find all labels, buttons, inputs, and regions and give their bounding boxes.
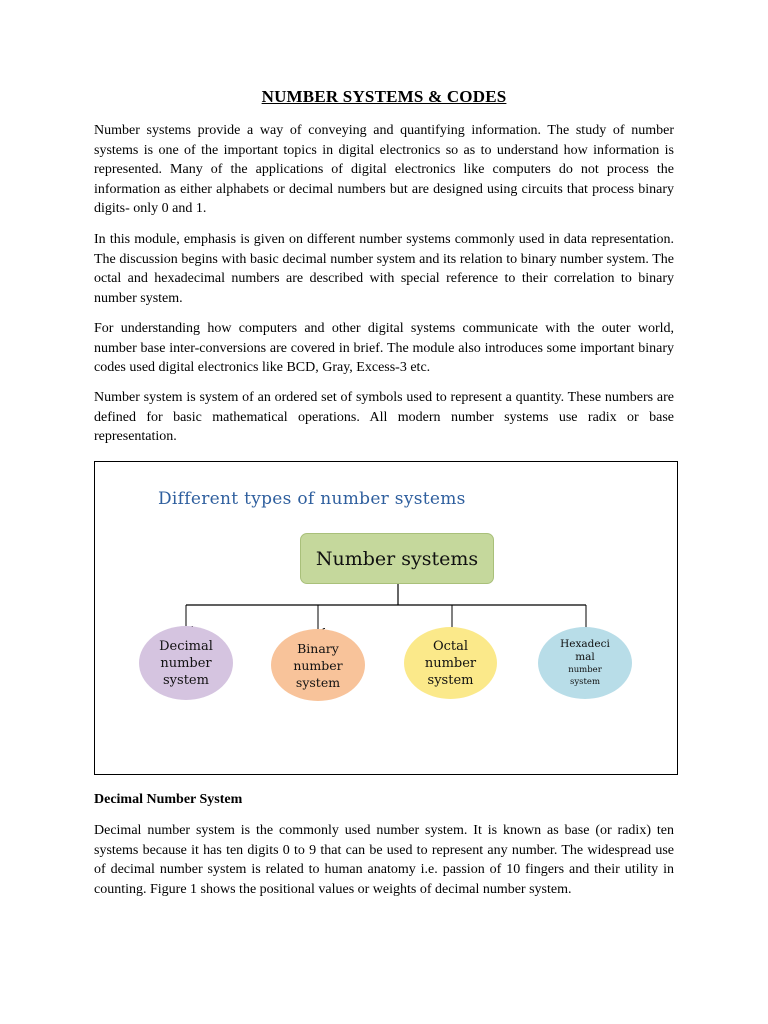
node-label-line: Hexadeci <box>560 638 610 650</box>
section-heading: Decimal Number System <box>94 792 243 807</box>
node-label-line: Octal <box>432 638 469 654</box>
hexadecimal-node <box>538 627 632 699</box>
node-label-line: mal <box>575 651 595 663</box>
decimal-paragraph: Decimal number system is the commonly used number system. It is known as base (or radix) ten systems because it has ten digits 0 to 9 that can be used to represent any number. The widespread use of decimal number system is related to human anatomy i.e. passion of 10 fingers and their utility in counting. Figure 1 shows the positional values or weights of decimal number system. <box>94 823 674 897</box>
node-label-line: system <box>569 677 601 687</box>
node-label-line: Binary <box>297 640 339 656</box>
node-label-line: system <box>163 672 209 688</box>
node-label-line: number <box>160 655 212 671</box>
diagram-title: Different types of number systems <box>158 489 466 509</box>
node-label-line: number <box>424 655 477 671</box>
diagram-connectors <box>95 462 679 776</box>
intro-paragraph-1: Number systems provide a way of conveying and quantifying information. The study of number systems is one of the important topics in digital electronics so as to understand how information is represented. Many of the applications of digital electronics like computers do not process the information as either alphabets or decimal numbers but are designed using circuits that process binary digits- only 0 and 1. <box>94 123 674 216</box>
decimal-node <box>139 626 233 700</box>
intro-paragraph-4: Number system is system of an ordered set of symbols used to represent a quantity. These numbers are defined for basic mathematical operations. All modern number systems use radix or base representation. <box>94 390 674 444</box>
number-systems-diagram <box>94 461 678 775</box>
intro-paragraph-2: In this module, emphasis is given on different number systems commonly used in data representation. The discussion begins with basic decimal number system and its relation to binary number system. The octal and hexadecimal numbers are described with special reference to their correlation to binary number system. <box>94 232 674 306</box>
node-label-line: system <box>427 672 474 688</box>
octal-node <box>404 627 497 699</box>
intro-paragraph-3: For understanding how computers and other digital systems communicate with the outer world, number base inter-conversions are covered in brief. The module also introduces some important binary codes used digital electronics like BCD, Gray, Excess-3 etc. <box>94 321 674 375</box>
node-label-line: number <box>293 657 343 673</box>
node-label-line: number <box>568 665 602 675</box>
node-label-line: Decimal <box>159 638 213 654</box>
page-title: NUMBER SYSTEMS & CODES <box>261 87 507 106</box>
node-label-line: system <box>295 674 341 690</box>
root-node: Number systems <box>300 533 494 584</box>
binary-node <box>271 629 365 701</box>
